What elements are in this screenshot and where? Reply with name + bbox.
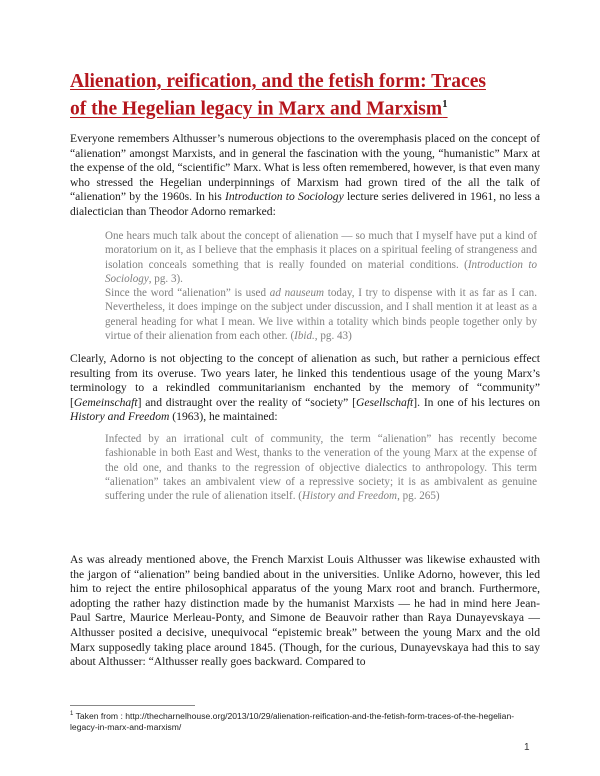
paragraph-1: Everyone remembers Althusser’s numerous objections to the overemphasis placed on the concept of “alienation” amongst Marxists, and in general the fascination with the young, “humanistic” Marx at the expense of the old, “scientific” Marx. What is less often remembered, however, is that even many who stressed the Hegelian underpinnings of Marxism had grown tired of the all the talk of “alienation” by the 1960s. In his Introduction to Sociology lecture series delivered in 1961, no less a dialectician than Theodor Adorno remarked:: [70, 132, 540, 218]
paragraph-2: Clearly, Adorno is not objecting to the concept of alienation as such, but rather a pernicious effect resulting from its overuse. Two years later, he linked this tendentious usage of the young Marx’s terminology to a rekindled communitarianism enchanted by the memory of “community” [Gemeinschaft] and distraught over the reality of “society” [Gesellschaft]. In one of his lectures on History and Freedom (1963), he maintained:: [70, 352, 540, 424]
paragraph-3: As was already mentioned above, the French Marxist Louis Althusser was likewise exhausted with the jargon of “alienation” being bandied about in the universities. Unlike Adorno, however, this led him to reject the entire philosophical apparatus of the young Marx root and branch. Furthermore, adopting the rather hazy distinction made by the humanist Marxists — he had in mind here Jean-Paul Sartre, Maurice Merleau-Ponty, and Simone de Beauvoir rather than Raya Dunayevskaya — Althusser posited a decisive, unequivocal “epistemic break” between the young Marx and the old Marx supposedly taking place around 1845. (Though, for the curious, Dunayevskaya had this to say about Althusser: “Althusser really goes backward. Compared to: [70, 553, 540, 669]
title-line-2: of the Hegelian legacy in Marx and Marxism: [70, 98, 443, 120]
footnote-divider: [70, 705, 195, 706]
footnote: [70, 709, 540, 733]
footnote-number: 1: [70, 711, 74, 717]
footnote-reference[interactable]: 1: [442, 98, 448, 110]
quote-paragraph: Since the word “alienation” is used ad nauseum today, I try to dispense with it as far as I can. Nevertheless, it does impinge on the subject under discussion, and I shall mention it at least as a general heading for what I mean. We live within a totality which binds people together only by virtue of their alienation from each other. (Ibid., pg. 43): [105, 287, 537, 343]
quote-paragraph: One hears much talk about the concept of alienation — so much that I myself have put a kind of moratorium on it, as I believe that the emphasis it places on a spiritual feeling of strangeness and isolation conceals something that is really founded on material conditions. (Introduction to Sociology, pg. 3).: [105, 230, 537, 285]
article-title: [70, 70, 540, 121]
title-line-1: Alienation, reification, and the fetish form: Traces: [70, 71, 486, 92]
book-title-italic: Introduction to Sociology: [225, 190, 344, 204]
block-quote-2: Infected by an irrational cult of community, the term “alienation” has recently become fashionable in both East and West, thanks to the veneration of the young Marx at the expense of the old one, and thanks to the regression of objective dialectics to anthropology. This term “alienation” takes an ambivalent view of a repressive society; it is as ambivalent as genuine suffering under the rule of alienation itself. (History and Freedom, pg. 265): [105, 433, 537, 503]
footnote-text[interactable]: Taken from : http://thecharnelhouse.org/2013/10/29/alienation-reification-and-the-fetish-form-traces-of-the-hegelian-legacy-in-marx-and-marxism/: [70, 710, 515, 732]
page-number: 1: [524, 742, 530, 753]
block-quote-1: [105, 229, 537, 343]
